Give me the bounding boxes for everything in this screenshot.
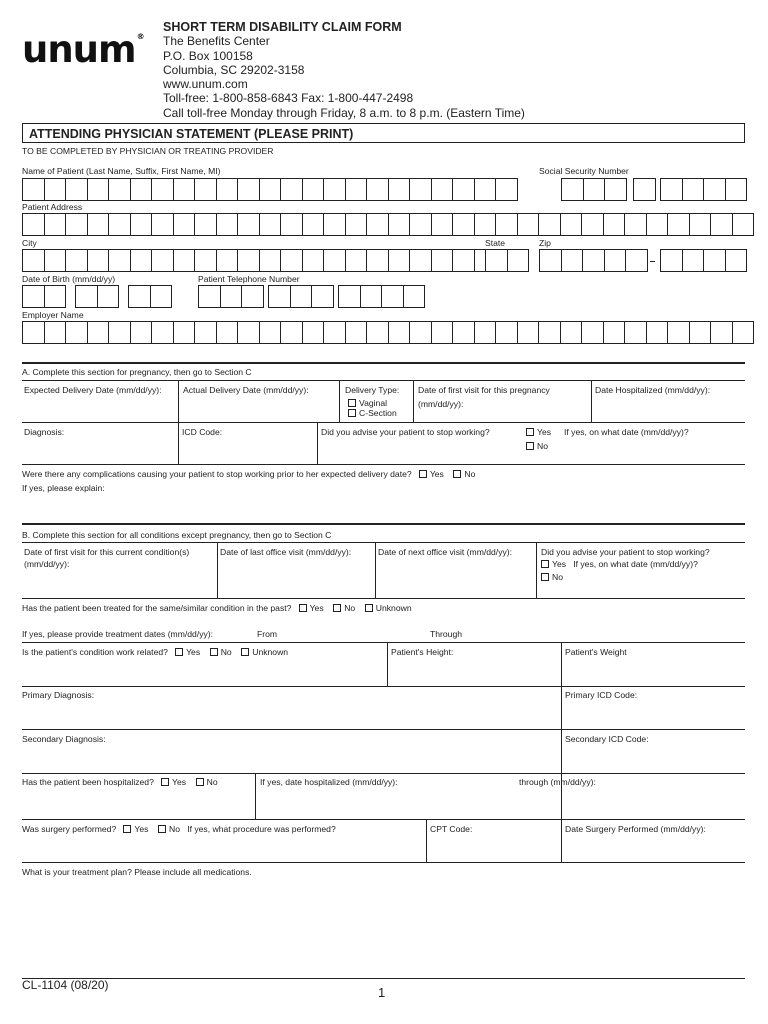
ssn-part3-box[interactable] [682, 178, 705, 201]
advise-date-label: If yes, on what date (mm/dd/yy)? [564, 427, 689, 437]
ssn-part1-box[interactable] [583, 178, 606, 201]
divider [591, 380, 592, 422]
ssn-part3-box[interactable] [725, 178, 748, 201]
patient-address-box[interactable] [517, 213, 540, 236]
city-box[interactable] [22, 249, 45, 272]
hosp-through-label: through (mm/dd/yy): [519, 777, 596, 787]
phone-line-box[interactable] [403, 285, 426, 308]
city-label: City [22, 238, 37, 248]
advise-stop-label: Did you advise your patient to stop working? [321, 427, 490, 437]
icd-code-label: ICD Code: [182, 427, 223, 437]
no-label: No [552, 572, 563, 582]
employer-name-box[interactable] [280, 321, 303, 344]
city-box[interactable] [280, 249, 303, 272]
phone-label: Patient Telephone Number [198, 274, 300, 284]
patient-name-label: Name of Patient (Last Name, Suffix, First Name, MI) [22, 166, 221, 176]
first-visit-condition-label: Date of first visit for this current condition(s) [24, 547, 190, 557]
section-b-rule [22, 523, 745, 525]
patient-address-box[interactable] [87, 213, 110, 236]
employer-name-box[interactable] [517, 321, 540, 344]
patient-address-box[interactable] [732, 213, 755, 236]
patient-address-box[interactable] [345, 213, 368, 236]
checkbox-icon[interactable] [241, 648, 249, 656]
patient-name-box[interactable] [323, 178, 346, 201]
patient-name-box[interactable] [44, 178, 67, 201]
page-number: 1 [378, 985, 386, 1000]
yes-label: Yes [172, 777, 187, 787]
zip-part1-box[interactable] [625, 249, 648, 272]
employer-name-box[interactable] [560, 321, 583, 344]
ssn-part3-box[interactable] [660, 178, 683, 201]
checkbox-icon[interactable] [123, 825, 131, 833]
form-code: CL-1104 (08/20) [22, 978, 109, 992]
patient-address-box[interactable] [388, 213, 411, 236]
checkbox-icon[interactable] [526, 442, 534, 450]
no-label: No [344, 603, 356, 613]
patient-name-box[interactable] [495, 178, 518, 201]
b-advise-yes-checkbox[interactable] [541, 558, 698, 570]
rule [22, 862, 745, 863]
patient-address-box[interactable] [667, 213, 690, 236]
form-header [163, 20, 525, 120]
patient-name-box[interactable] [431, 178, 454, 201]
employer-name-box[interactable] [65, 321, 88, 344]
divider [375, 542, 376, 598]
patient-address-box[interactable] [452, 213, 475, 236]
primary-icd-label: Primary ICD Code: [565, 690, 638, 700]
surgery-label: Was surgery performed? [22, 824, 117, 834]
divider [536, 542, 537, 598]
checkbox-icon[interactable] [348, 409, 356, 417]
divider [178, 380, 179, 464]
unknown-label: Unknown [252, 647, 289, 657]
checkbox-icon[interactable] [158, 825, 166, 833]
city-box[interactable] [259, 249, 282, 272]
employer-name-box[interactable] [646, 321, 669, 344]
checkbox-icon[interactable] [348, 399, 356, 407]
patient-name-box[interactable] [388, 178, 411, 201]
last-visit-label: Date of last office visit (mm/dd/yy): [220, 547, 352, 557]
work-related-label: Is the patient's condition work related? [22, 647, 168, 657]
zip-part1-box[interactable] [561, 249, 584, 272]
b-advise-date-label: If yes, on what date (mm/dd/yy)? [573, 559, 698, 569]
employer-name-box[interactable] [409, 321, 432, 344]
actual-delivery-label: Actual Delivery Date (mm/dd/yy): [183, 385, 309, 395]
employer-name-box[interactable] [538, 321, 561, 344]
patient-address-box[interactable] [65, 213, 88, 236]
dob-label: Date of Birth (mm/dd/yy) [22, 274, 116, 284]
date-hospitalized-label: Date Hospitalized (mm/dd/yy): [595, 385, 711, 395]
header-line-2: P.O. Box 100158 [163, 48, 253, 63]
hospitalized-question [22, 776, 218, 788]
dob-day-box[interactable] [75, 285, 98, 308]
checkbox-icon[interactable] [541, 573, 549, 581]
dob-year-box[interactable] [128, 285, 151, 308]
patient-name-box[interactable] [366, 178, 389, 201]
form-title: SHORT TERM DISABILITY CLAIM FORM [163, 20, 402, 34]
no-label: No [464, 469, 476, 479]
patient-address-box[interactable] [130, 213, 153, 236]
patient-address-box[interactable] [216, 213, 239, 236]
employer-label: Employer Name [22, 310, 84, 320]
patient-name-box[interactable] [151, 178, 174, 201]
divider [413, 380, 414, 422]
employer-name-box[interactable] [603, 321, 626, 344]
header-line-3: Columbia, SC 29202-3158 [163, 62, 305, 77]
phone-prefix-box[interactable] [311, 285, 334, 308]
city-box[interactable] [173, 249, 196, 272]
employer-name-box[interactable] [194, 321, 217, 344]
ssn-part2b-box[interactable] [633, 178, 656, 201]
checkbox-icon[interactable] [541, 560, 549, 568]
expected-delivery-label: Expected Delivery Date (mm/dd/yy): [24, 385, 162, 395]
yes-label: Yes [134, 824, 149, 834]
weight-label: Patient's Weight [565, 647, 627, 657]
treated-past-question [22, 602, 412, 614]
employer-name-box[interactable] [624, 321, 647, 344]
state-label: State [485, 238, 506, 248]
divider [317, 422, 318, 464]
through-label: Through [430, 629, 463, 639]
zip-part1-box[interactable] [582, 249, 605, 272]
checkbox-icon[interactable] [453, 470, 461, 478]
procedure-label: If yes, what procedure was performed? [187, 824, 336, 834]
city-box[interactable] [216, 249, 239, 272]
checkbox-icon[interactable] [419, 470, 427, 478]
patient-name-box[interactable] [108, 178, 131, 201]
dob-year-box[interactable] [150, 285, 173, 308]
patient-name-box[interactable] [173, 178, 196, 201]
patient-name-box[interactable] [345, 178, 368, 201]
city-box[interactable] [388, 249, 411, 272]
rule [22, 819, 745, 820]
patient-name-box[interactable] [280, 178, 303, 201]
checkbox-icon[interactable] [365, 604, 373, 612]
phone-area-box[interactable] [241, 285, 264, 308]
dob-day-box[interactable] [97, 285, 120, 308]
divider [339, 380, 340, 422]
zip-part1-box[interactable] [539, 249, 562, 272]
patient-address-box[interactable] [495, 213, 518, 236]
employer-name-box[interactable] [667, 321, 690, 344]
employer-name-box[interactable] [87, 321, 110, 344]
patient-address-box[interactable] [366, 213, 389, 236]
logo-registered: ® [136, 32, 144, 41]
patient-address-box[interactable] [302, 213, 325, 236]
patient-address-box[interactable] [689, 213, 712, 236]
header-line-5: Toll-free: 1-800-858-6843 Fax: 1-800-447-2498 [163, 91, 414, 106]
phone-line-box[interactable] [360, 285, 383, 308]
checkbox-icon[interactable] [526, 428, 534, 436]
checkbox-icon[interactable] [299, 604, 307, 612]
zip-label: Zip [539, 238, 551, 248]
logo-text: unum [22, 28, 136, 71]
height-label: Patient's Height: [391, 647, 454, 657]
patient-address-box[interactable] [646, 213, 669, 236]
diagnosis-label: Diagnosis: [24, 427, 65, 437]
cpt-label: CPT Code: [430, 824, 473, 834]
yes-label: Yes [429, 469, 444, 479]
c-section-label: C-Section [359, 408, 397, 418]
phone-line-box[interactable] [338, 285, 361, 308]
patient-address-box[interactable] [710, 213, 733, 236]
no-label: No [220, 647, 232, 657]
treatment-plan-label: What is your treatment plan? Please include all medications. [22, 867, 252, 877]
patient-name-box[interactable] [302, 178, 325, 201]
patient-address-box[interactable] [194, 213, 217, 236]
employer-name-box[interactable] [474, 321, 497, 344]
employer-name-box[interactable] [323, 321, 346, 344]
city-box[interactable] [87, 249, 110, 272]
secondary-diagnosis-label: Secondary Diagnosis: [22, 734, 106, 744]
dob-month-box[interactable] [44, 285, 67, 308]
rule [22, 686, 745, 687]
b-advise-no-checkbox[interactable] [541, 571, 563, 583]
patient-address-box[interactable] [538, 213, 561, 236]
patient-address-box[interactable] [173, 213, 196, 236]
section-a-top-line [22, 380, 745, 381]
employer-name-box[interactable] [216, 321, 239, 344]
complications-label: Were there any complications causing your patient to stop working prior to her expected delivery date? [22, 469, 412, 479]
section-a-mid-line [22, 422, 745, 423]
state-box[interactable] [485, 249, 508, 272]
patient-address-box[interactable] [560, 213, 583, 236]
employer-name-box[interactable] [710, 321, 733, 344]
divider [561, 642, 562, 862]
checkbox-icon[interactable] [161, 778, 169, 786]
city-box[interactable] [194, 249, 217, 272]
header-line-6: Call toll-free Monday through Friday, 8 a.m. to 8 p.m. (Eastern Time) [163, 105, 525, 120]
patient-name-box[interactable] [452, 178, 475, 201]
header-line-4: www.unum.com [163, 77, 248, 92]
first-visit-condition-format: (mm/dd/yy): [24, 559, 70, 569]
surgery-question [22, 823, 336, 835]
ssn-part1-box[interactable] [561, 178, 584, 201]
checkbox-icon[interactable] [196, 778, 204, 786]
patient-address-box[interactable] [624, 213, 647, 236]
patient-name-box[interactable] [65, 178, 88, 201]
employer-name-box[interactable] [108, 321, 131, 344]
patient-address-box[interactable] [108, 213, 131, 236]
treatment-dates-label: If yes, please provide treatment dates (mm/dd/yy): [22, 629, 214, 639]
divider [255, 773, 256, 819]
patient-name-box[interactable] [409, 178, 432, 201]
employer-name-box[interactable] [22, 321, 45, 344]
zip-part2-box[interactable] [703, 249, 726, 272]
section-b-top-line [22, 542, 745, 543]
city-box[interactable] [366, 249, 389, 272]
phone-line-box[interactable] [381, 285, 404, 308]
patient-name-box[interactable] [194, 178, 217, 201]
zip-part2-box[interactable] [682, 249, 705, 272]
treated-past-label: Has the patient been treated for the same/similar condition in the past? [22, 603, 292, 613]
checkbox-icon[interactable] [210, 648, 218, 656]
hosp-date-label: If yes, date hospitalized (mm/dd/yy): [260, 777, 398, 787]
work-related-question [22, 646, 288, 658]
employer-name-box[interactable] [130, 321, 153, 344]
zip-part2-box[interactable] [725, 249, 748, 272]
phone-prefix-box[interactable] [290, 285, 313, 308]
explain-label: If yes, please explain: [22, 483, 105, 493]
unum-logo [22, 28, 144, 71]
city-box[interactable] [452, 249, 475, 272]
next-visit-label: Date of next office visit (mm/dd/yy): [378, 547, 513, 557]
patient-address-box[interactable] [431, 213, 454, 236]
patient-address-box[interactable] [323, 213, 346, 236]
ssn-label: Social Security Number [539, 166, 629, 176]
zip-part2-box[interactable] [660, 249, 683, 272]
yes-label: Yes [309, 603, 324, 613]
patient-name-box[interactable] [237, 178, 260, 201]
first-visit-pregnancy-label: Date of first visit for this pregnancy [418, 385, 550, 395]
patient-address-box[interactable] [22, 213, 45, 236]
employer-name-box[interactable] [345, 321, 368, 344]
checkbox-icon[interactable] [175, 648, 183, 656]
employer-name-box[interactable] [44, 321, 67, 344]
divider [426, 819, 427, 862]
first-visit-pregnancy-format: (mm/dd/yy): [418, 399, 464, 409]
employer-name-box[interactable] [732, 321, 755, 344]
city-box[interactable] [130, 249, 153, 272]
patient-address-box[interactable] [581, 213, 604, 236]
no-label: No [537, 441, 548, 451]
footer-rule [22, 978, 745, 979]
employer-name-box[interactable] [388, 321, 411, 344]
no-label: No [169, 824, 181, 834]
patient-name-box[interactable] [259, 178, 282, 201]
section-a-bottom-line [22, 464, 745, 465]
patient-address-box[interactable] [237, 213, 260, 236]
patient-name-box[interactable] [474, 178, 497, 201]
b-advise-stop-label: Did you advise your patient to stop working? [541, 547, 710, 557]
employer-name-box[interactable] [259, 321, 282, 344]
c-section-checkbox[interactable] [348, 407, 397, 419]
patient-name-box[interactable] [87, 178, 110, 201]
patient-address-box[interactable] [409, 213, 432, 236]
patient-name-box[interactable] [216, 178, 239, 201]
patient-address-box[interactable] [603, 213, 626, 236]
header-line-1: The Benefits Center [163, 34, 270, 49]
employer-name-box[interactable] [151, 321, 174, 344]
city-box[interactable] [345, 249, 368, 272]
phone-prefix-box[interactable] [268, 285, 291, 308]
section-a-title: A. Complete this section for pregnancy, then go to Section C [22, 367, 252, 377]
city-box[interactable] [302, 249, 325, 272]
surgery-date-label: Date Surgery Performed (mm/dd/yy): [565, 824, 706, 834]
state-box[interactable] [507, 249, 530, 272]
employer-name-box[interactable] [689, 321, 712, 344]
divider [387, 642, 388, 686]
yes-label: Yes [186, 647, 201, 657]
unknown-label: Unknown [375, 603, 412, 613]
section-b-title: B. Complete this section for all conditions except pregnancy, then go to Section C [22, 530, 332, 540]
from-label: From [257, 629, 278, 639]
advise-yes-checkbox[interactable] [526, 426, 551, 438]
employer-name-box[interactable] [173, 321, 196, 344]
zip-dash [650, 261, 655, 262]
city-box[interactable] [431, 249, 454, 272]
primary-diagnosis-label: Primary Diagnosis: [22, 690, 95, 700]
patient-address-box[interactable] [151, 213, 174, 236]
yes-label: Yes [552, 559, 567, 569]
vaginal-label: Vaginal [359, 398, 388, 408]
city-box[interactable] [108, 249, 131, 272]
rule [22, 642, 745, 643]
advise-no-checkbox[interactable] [526, 440, 548, 452]
no-label: No [206, 777, 218, 787]
city-box[interactable] [65, 249, 88, 272]
city-box[interactable] [323, 249, 346, 272]
yes-label: Yes [537, 427, 552, 437]
city-box[interactable] [237, 249, 260, 272]
city-box[interactable] [409, 249, 432, 272]
rule [22, 729, 745, 730]
employer-name-box[interactable] [452, 321, 475, 344]
dob-month-box[interactable] [22, 285, 45, 308]
rule [22, 598, 745, 599]
secondary-icd-label: Secondary ICD Code: [565, 734, 649, 744]
ssn-part1-box[interactable] [604, 178, 627, 201]
employer-name-box[interactable] [495, 321, 518, 344]
patient-address-box[interactable] [259, 213, 282, 236]
patient-address-box[interactable] [280, 213, 303, 236]
patient-name-box[interactable] [130, 178, 153, 201]
rule [22, 773, 745, 774]
divider [217, 542, 218, 598]
phone-area-box[interactable] [220, 285, 243, 308]
address-label: Patient Address [22, 202, 83, 212]
checkbox-icon[interactable] [333, 604, 341, 612]
employer-name-box[interactable] [581, 321, 604, 344]
city-box[interactable] [44, 249, 67, 272]
employer-name-box[interactable] [366, 321, 389, 344]
instruction: TO BE COMPLETED BY PHYSICIAN OR TREATING PROVIDER [22, 146, 274, 156]
employer-name-box[interactable] [302, 321, 325, 344]
city-box[interactable] [151, 249, 174, 272]
section-a-rule [22, 362, 745, 364]
complications-question [22, 468, 475, 480]
phone-area-box[interactable] [198, 285, 221, 308]
zip-part1-box[interactable] [604, 249, 627, 272]
delivery-type-label: Delivery Type: [345, 385, 400, 395]
employer-name-box[interactable] [237, 321, 260, 344]
employer-name-box[interactable] [431, 321, 454, 344]
section-title: ATTENDING PHYSICIAN STATEMENT (PLEASE PRINT) [22, 123, 745, 143]
ssn-part3-box[interactable] [703, 178, 726, 201]
patient-address-box[interactable] [44, 213, 67, 236]
patient-name-box[interactable] [22, 178, 45, 201]
patient-address-box[interactable] [474, 213, 497, 236]
hospitalized-label: Has the patient been hospitalized? [22, 777, 154, 787]
